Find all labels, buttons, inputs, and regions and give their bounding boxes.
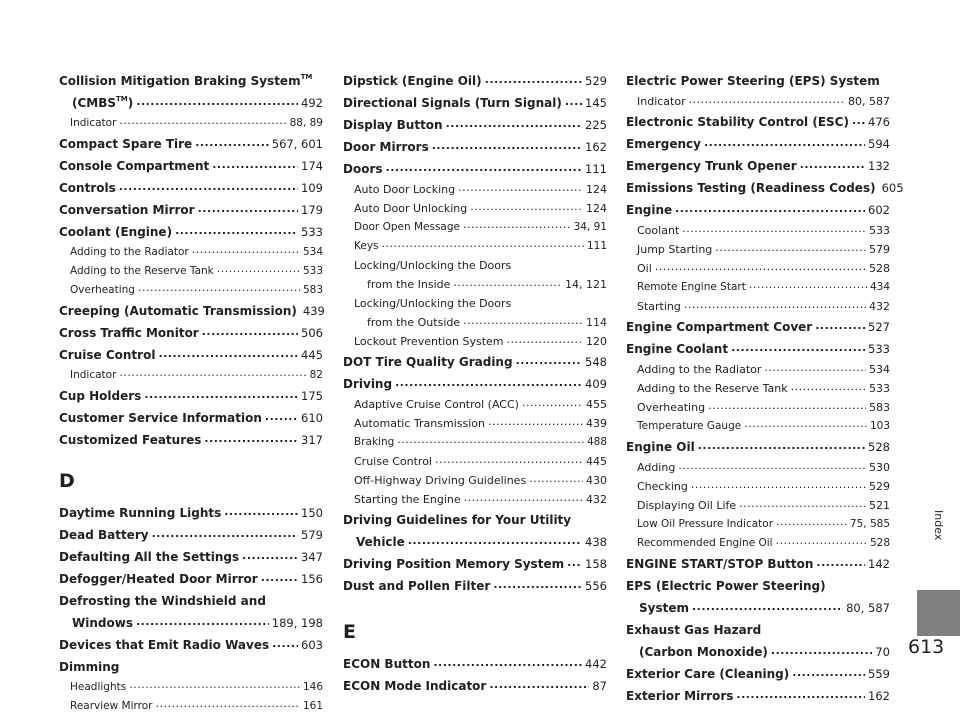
index-subentry[interactable]: Indicator ..... 88, 89 [59,114,323,133]
index-entry[interactable]: Driving Position Memory System ..... 158 [343,554,607,575]
index-subentry[interactable]: Adding to the Radiator ..... 534 [59,243,323,262]
index-entry: EPS (Electric Power Steering) [626,579,826,593]
index-subentry[interactable]: Starting the Engine ..... 432 [343,490,607,509]
index-entry[interactable]: Dipstick (Engine Oil) ..... 529 [343,71,607,92]
index-entry[interactable]: Dead Battery ..... 579 [59,525,323,546]
index-entry[interactable]: Cross Traffic Monitor ..... 506 [59,323,323,344]
index-side-tab[interactable]: Index [932,509,945,541]
index-entry[interactable]: Defaulting All the Settings ..... 347 [59,547,323,568]
index-entry[interactable]: Engine Coolant ..... 533 [626,339,890,360]
index-entry[interactable]: DOT Tire Quality Grading ..... 548 [343,352,607,373]
index-entry: Collision Mitigation Braking System™ [59,73,313,88]
section-letter-d: D [59,470,75,492]
index-entry: Dimming [59,660,120,674]
index-entry[interactable]: ECON Mode Indicator ..... 87 [343,676,607,697]
index-subentry[interactable]: Indicator ..... 80, 587 [626,92,890,111]
index-entry[interactable]: Exterior Care (Cleaning) ..... 559 [626,664,890,685]
index-subentry[interactable]: from the Inside ..... 14, 121 [343,275,607,294]
index-subentry[interactable]: Temperature Gauge ..... 103 [626,417,890,436]
index-subentry[interactable]: Off-Highway Driving Guidelines ..... 430 [343,471,607,490]
index-subentry[interactable]: Headlights ..... 146 [59,678,323,697]
index-entry[interactable]: Compact Spare Tire ..... 567, 601 [59,134,323,155]
index-entry[interactable]: Console Compartment ..... 174 [59,156,323,177]
index-entry[interactable]: (CMBS™) ..... 492 [59,93,323,114]
index-entry: Driving Guidelines for Your Utility [343,513,572,527]
index-entry[interactable]: Exterior Mirrors ..... 162 [626,686,890,707]
index-entry[interactable]: Windows ..... 189, 198 [59,613,323,634]
index-entry[interactable]: ENGINE START/STOP Button ..... 142 [626,554,890,575]
index-subentry[interactable]: Adding ..... 530 [626,458,890,477]
index-subentry[interactable]: Keys ..... 111 [343,237,607,256]
index-subentry[interactable]: Adaptive Cruise Control (ACC) ..... 455 [343,395,607,414]
index-entry[interactable]: Display Button ..... 225 [343,115,607,136]
index-entry[interactable]: Electronic Stability Control (ESC) ..... 476 [626,112,890,133]
index-entry: Defrosting the Windshield and [59,594,266,608]
index-entry[interactable]: Engine Oil ..... 528 [626,437,890,458]
index-subentry[interactable]: Rearview Mirror ..... 161 [59,697,323,716]
index-subentry[interactable]: Automatic Transmission ..... 439 [343,414,607,433]
index-subentry[interactable]: Low Oil Pressure Indicator ..... 75, 585 [626,515,890,534]
index-subentry[interactable]: Oil ..... 528 [626,259,890,278]
index-subentry: Locking/Unlocking the Doors [354,297,512,310]
index-subentry[interactable]: Starting ..... 432 [626,297,890,316]
index-entry[interactable]: Daytime Running Lights ..... 150 [59,503,323,524]
index-subentry[interactable]: from the Outside ..... 114 [343,313,607,332]
index-column-2 [343,70,607,697]
page-number: 613 [908,636,945,658]
index-entry[interactable]: Cup Holders ..... 175 [59,386,323,407]
index-column-3 [626,70,904,707]
index-subentry[interactable]: Recommended Engine Oil ..... 528 [626,534,890,553]
index-subentry[interactable]: Adding to the Radiator ..... 534 [626,360,890,379]
index-entry[interactable]: Customized Features ..... 317 [59,430,323,451]
index-entry[interactable]: Creeping (Automatic Transmission) 439 [59,304,325,318]
index-entry[interactable]: Engine Compartment Cover ..... 527 [626,317,890,338]
index-column-1 [59,70,323,716]
index-subentry[interactable]: Jump Starting ..... 579 [626,240,890,259]
index-subentry[interactable]: Cruise Control ..... 445 [343,452,607,471]
index-subentry[interactable]: Remote Engine Start ..... 434 [626,278,890,297]
index-subentry[interactable]: Adding to the Reserve Tank ..... 533 [59,262,323,281]
index-subentry[interactable]: Displaying Oil Life ..... 521 [626,496,890,515]
index-entry[interactable]: Defogger/Heated Door Mirror ..... 156 [59,569,323,590]
index-entry[interactable]: System ..... 80, 587 [626,598,890,619]
index-entry[interactable]: Emissions Testing (Readiness Codes) 605 [626,181,904,195]
index-entry[interactable]: Driving ..... 409 [343,374,607,395]
index-entry[interactable]: Emergency Trunk Opener ..... 132 [626,156,890,177]
index-entry[interactable]: Customer Service Information ..... 610 [59,408,323,429]
section-letter-e: E [343,621,356,643]
index-entry[interactable]: Coolant (Engine) ..... 533 [59,222,323,243]
index-entry[interactable]: Vehicle ..... 438 [343,532,607,553]
index-entry[interactable]: ECON Button ..... 442 [343,654,607,675]
index-entry: Exhaust Gas Hazard [626,623,762,637]
index-subentry[interactable]: Indicator ..... 82 [59,366,323,385]
index-subentry[interactable]: Overheating ..... 583 [59,281,323,300]
index-subentry[interactable]: Auto Door Unlocking ..... 124 [343,199,607,218]
index-entry[interactable]: Doors ..... 111 [343,159,607,180]
index-entry[interactable]: Dust and Pollen Filter ..... 556 [343,576,607,597]
index-entry: Electric Power Steering (EPS) System [626,74,880,88]
index-subentry[interactable]: Adding to the Reserve Tank ..... 533 [626,379,890,398]
index-entry[interactable]: Engine ..... 602 [626,200,890,221]
index-entry[interactable]: Emergency ..... 594 [626,134,890,155]
index-entry[interactable]: Cruise Control ..... 445 [59,345,323,366]
index-entry[interactable]: Controls ..... 109 [59,178,323,199]
index-entry[interactable]: Conversation Mirror ..... 179 [59,200,323,221]
index-entry[interactable]: Door Mirrors ..... 162 [343,137,607,158]
index-subentry[interactable]: Coolant ..... 533 [626,221,890,240]
index-tab-marker [917,590,960,636]
index-subentry[interactable]: Auto Door Locking ..... 124 [343,180,607,199]
index-subentry[interactable]: Braking ..... 488 [343,433,607,452]
index-subentry[interactable]: Overheating ..... 583 [626,398,890,417]
index-subentry[interactable]: Door Open Message ..... 34, 91 [343,218,607,237]
index-entry[interactable]: Devices that Emit Radio Waves ..... 603 [59,635,323,656]
index-subentry[interactable]: Checking ..... 529 [626,477,890,496]
index-entry[interactable]: Directional Signals (Turn Signal) ..... 145 [343,93,607,114]
index-entry[interactable]: (Carbon Monoxide) ..... 70 [626,642,890,663]
index-subentry: Locking/Unlocking the Doors [354,259,512,272]
index-subentry[interactable]: Lockout Prevention System ..... 120 [343,332,607,351]
